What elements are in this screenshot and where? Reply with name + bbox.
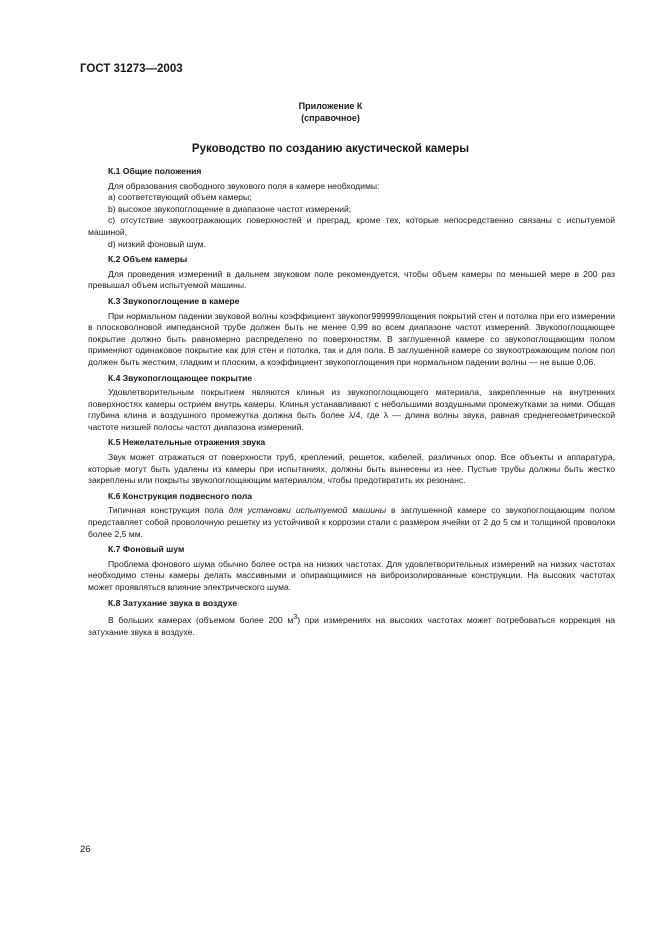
document-body (88, 166, 615, 638)
section-k6-title: К.6 Конструкция подвесного пола (108, 490, 253, 501)
annex-label: Приложение К (298, 101, 363, 111)
section-k3-para: При нормальном падении звуковой волны коэффициент звукопог999999лощения покрытий стен и потолка при его измерении в плосковолновой импедансной трубе должен быть не менее 0,99 во всем диапазоне частот измерений. Звукопоглощающее покрытие должно быть равномерно распределено по поверхностям. В заглушенной камере со звукопоглощающим полом применяют одинаковое покрытие как для стен и потолка, так и для пола. В заглушенной камере со звукоотражающим полом пол должен быть жестким, гладким и плоским, а коэффициент звукопоглощения при нормальном падении волны — не выше 0,06. (88, 310, 615, 367)
section-k4-para: Удовлетворительным покрытием являются клинья из звукопоглощающего материала, закрепленные на внутренних поверхностях камеры острием внутрь камеры. Клинья устанавливают с небольшими воздушными промежутками за ними. Общая глубина клина и воздушного промежутка должна быть более λ/4, где λ — длина волны звука, равная среднегеометрической частоте низшей полосы частот диапазона измерений. (88, 387, 615, 432)
section-k1-para: Для образования свободного звукового поля в камере необходимы: (108, 180, 380, 191)
section-k1-title: К.1 Общие положения (108, 166, 202, 176)
section-k1-item-b: b) высокое звукопоглощение в диапазоне частот измерений; (108, 203, 352, 214)
section-k2-para: Для проведения измерений в дальнем звуковом поле рекомендуется, чтобы объем камеры по меньшей мере в 200 раз превышал объем испытуемой машины. (88, 268, 615, 291)
page-number: 26 (80, 844, 91, 855)
section-k8-superscript: 3 (293, 613, 298, 622)
standard-header: ГОСТ 31273—2003 (80, 63, 183, 75)
section-k1-item-d: d) низкий фоновый шум. (108, 238, 206, 249)
section-k4-title: К.4 Звукопоглощающее покрытие (108, 372, 253, 383)
section-k6-text-end: в заглушенной камере со звукопоглощающим полом представляет собой проволочную решетку из устойчивой к коррозии стали с размером ячейки от 2 до 5 см и толщиной проволоки более 2,5 мм. (88, 505, 615, 539)
section-k7-para: Проблема фонового шума обычно более остра на низких частотах. Для удовлетворительных измерений на низких частотах необходимо стены камеры делать массивными и опирающимися на виброизолированные конструкции. На высоких частотах может проявляться влияние электрического шума. (88, 558, 615, 592)
document-title: Руководство по созданию акустической камеры (191, 143, 470, 155)
section-k6-para (88, 505, 615, 540)
annex-heading (0, 100, 661, 124)
section-k8-text-start: В больших камерах (объемом более 200 м (108, 615, 294, 626)
section-k1-item-c: c) отсутствие звукоотражающих поверхностей и преград, кроме тех, которые непосредственно связаны с испытуемой машиной, (88, 215, 615, 237)
section-k2-title: К.2 Объем камеры (108, 254, 188, 265)
section-k5-para: Звук может отражаться от поверхности труб, креплений, решеток, кабелей, различных опор. Все объекты и аппаратура, которые могут быть удалены из камеры при испытаниях, должны быть вынесены из нее. Пустые трубы должны быть жестко закреплены или покрыты звукопоглощающим материалом, чтобы предотвратить их резонанс. (88, 452, 615, 486)
section-k5-title: К.5 Нежелательные отражения звука (108, 437, 266, 448)
section-k1-item-a: a) соответствующий объем камеры; (108, 192, 252, 203)
section-k3-title: К.3 Звукопоглощение в камере (108, 295, 240, 306)
section-k8-text-end: ) при измерениях на высоких частотах может потребоваться коррекция на затухание звука в воздухе. (88, 615, 616, 637)
section-k8-title: К.8 Затухание звука в воздухе (108, 597, 238, 608)
section-k6-text-italic: для установки испытуемой машины (228, 505, 387, 516)
section-k6-text-start: Типичная конструкция пола (108, 505, 229, 516)
annex-type: (справочное) (301, 113, 360, 123)
section-k7-title: К.7 Фоновый шум (108, 544, 185, 555)
section-k8-para (88, 612, 615, 638)
